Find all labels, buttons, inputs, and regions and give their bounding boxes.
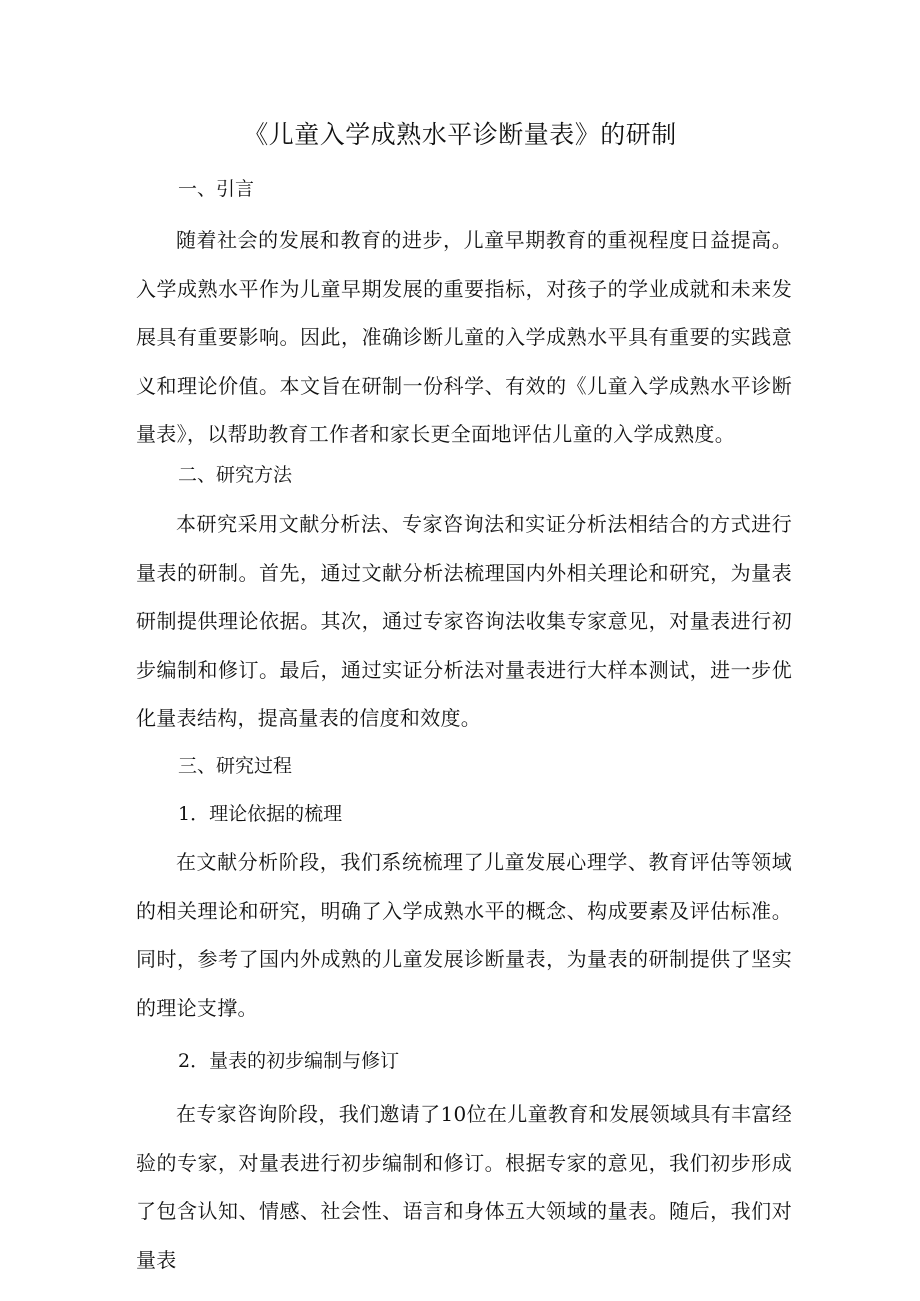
subsection-heading-draft-revision: 2．量表的初步编制与修订 [178,1050,400,1072]
paragraph-theory: 在文献分析阶段，我们系统梳理了儿童发展心理学、教育评估等领域的相关理论和研究，明确了入学成熟水平的概念、构成要素及评估标准。同时，参考了国内外成熟的儿童发展诊断量表，为量表的研制提供了坚实的理论支撑。 [136,850,792,1020]
document-title: 《儿童入学成熟水平诊断量表》的研制 [243,120,677,149]
paragraph-methods: 本研究采用文献分析法、专家咨询法和实证分析法相结合的方式进行量表的研制。首先，通过文献分析法梳理国内外相关理论和研究，为量表研制提供理论依据。其次，通过专家咨询法收集专家意见，对量表进行初步编制和修订。最后，通过实证分析法对量表进行大样本测试，进一步优化量表结构，提高量表的信度和效度。 [136,512,792,730]
paragraph-draft-revision: 在专家咨询阶段，我们邀请了10位在儿童教育和发展领域具有丰富经验的专家，对量表进行初步编制和修订。根据专家的意见，我们初步形成了包含认知、情感、社会性、语言和身体五大领域的量表。随后，我们对量表 [136,1102,792,1272]
section-heading-process: 三、研究过程 [178,755,293,777]
subsection-heading-theory: 1．理论依据的梳理 [178,803,343,825]
section-heading-introduction: 一、引言 [178,178,255,200]
section-heading-methods: 二、研究方法 [178,464,293,486]
paragraph-introduction: 随着社会的发展和教育的进步，儿童早期教育的重视程度日益提高。入学成熟水平作为儿童早期发展的重要指标，对孩子的学业成就和未来发展具有重要影响。因此，准确诊断儿童的入学成熟水平具有重要的实践意义和理论价值。本文旨在研制一份科学、有效的《儿童入学成熟水平诊断量表》，以帮助教育工作者和家长更全面地评估儿童的入学成熟度。 [136,228,792,446]
